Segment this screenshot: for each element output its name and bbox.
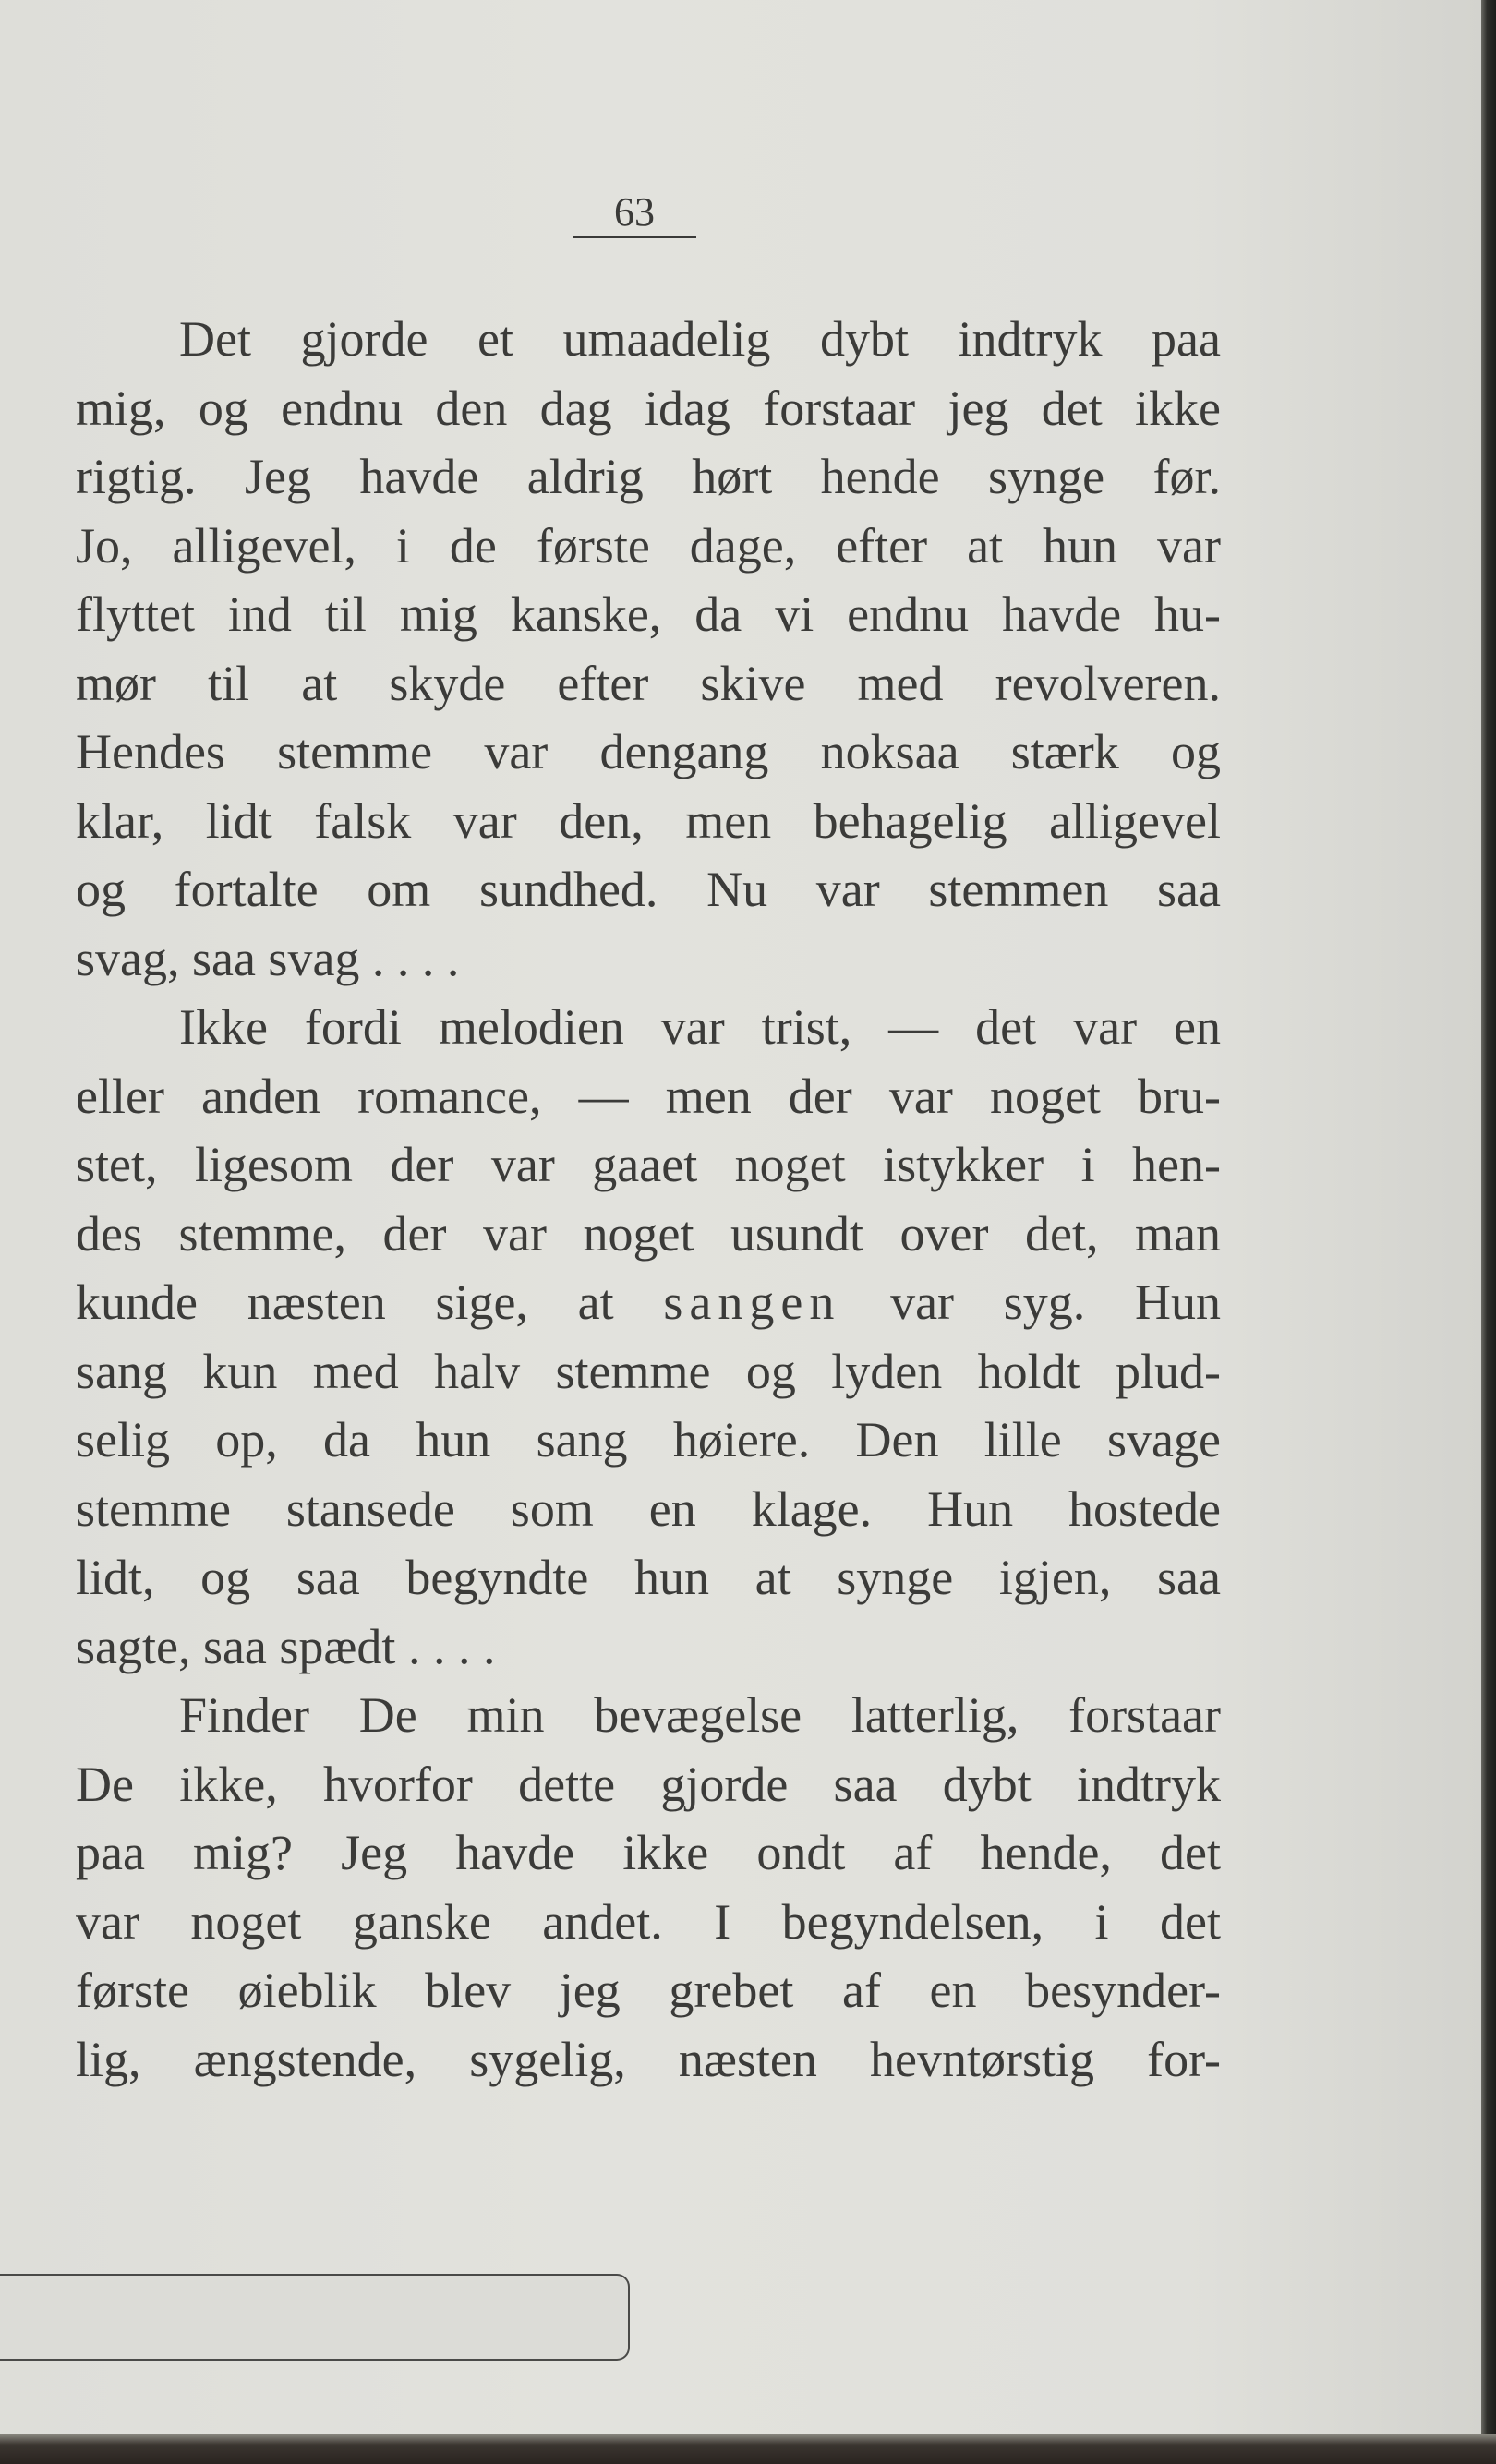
text-line: sagte, saa spædt . . . . bbox=[76, 1618, 496, 1674]
body-text bbox=[76, 305, 1221, 2094]
text-segment: kunde næsten sige, at bbox=[76, 1274, 614, 1330]
text-line: stet, ligesom der var gaaet noget istykker i hen- bbox=[76, 1137, 1221, 1192]
text-line: paa mig? Jeg havde ikke ondt af hende, det bbox=[76, 1825, 1221, 1880]
text-line: svag, saa svag . . . . bbox=[76, 930, 460, 986]
text-segment: var syg. Hun bbox=[890, 1274, 1221, 1330]
bookmark-tab bbox=[0, 2274, 630, 2361]
book-edge-bottom bbox=[0, 2434, 1496, 2464]
text-line: rigtig. Jeg havde aldrig hørt hende synge før. bbox=[76, 449, 1221, 504]
emphasized-word: sangen bbox=[663, 1274, 841, 1330]
text-line: stemme stansede som en klage. Hun hostede bbox=[76, 1480, 1221, 1537]
text-line: De ikke, hvorfor dette gjorde saa dybt indtryk bbox=[76, 1756, 1221, 1812]
text-line: sang kun med halv stemme og lyden holdt plud- bbox=[76, 1343, 1221, 1399]
text-line: flyttet ind til mig kanske, da vi endnu havde hu- bbox=[76, 586, 1221, 642]
page-number: 63 bbox=[573, 192, 696, 238]
text-line: eller anden romance, — men der var noget bru- bbox=[76, 1068, 1221, 1124]
text-line: mør til at skyde efter skive med revolveren. bbox=[76, 655, 1221, 711]
text-line: lidt, og saa begyndte hun at synge igjen, saa bbox=[76, 1550, 1221, 1605]
text-line: Jo, alligevel, i de første dage, efter at hun var bbox=[76, 517, 1221, 574]
text-line: mig, og endnu den dag idag forstaar jeg det ikke bbox=[76, 380, 1221, 436]
text-line: og fortalte om sundhed. Nu var stemmen saa bbox=[76, 862, 1221, 917]
text-line: klar, lidt falsk var den, men behagelig alligevel bbox=[76, 792, 1221, 849]
text-line: Det gjorde et umaadelig dybt indtryk paa bbox=[179, 311, 1221, 367]
text-line: Hendes stemme var dengang noksaa stærk og bbox=[76, 724, 1221, 779]
text-line: Finder De min bevægelse latterlig, forstaar bbox=[179, 1687, 1221, 1743]
text-line: des stemme, der var noget usundt over det, man bbox=[76, 1205, 1221, 1262]
text-line: var noget ganske andet. I begyndelsen, i det bbox=[76, 1893, 1221, 1950]
text-line: selig op, da hun sang høiere. Den lille svage bbox=[76, 1412, 1221, 1468]
text-line: Ikke fordi melodien var trist, — det var en bbox=[179, 999, 1221, 1055]
text-line: lig, ængstende, sygelig, næsten hevntørstig for- bbox=[76, 2031, 1221, 2087]
book-edge-right bbox=[1481, 0, 1496, 2464]
text-line: første øieblik blev jeg grebet af en besynder- bbox=[76, 1963, 1221, 2018]
text-line-with-emphasis bbox=[76, 1268, 1221, 1337]
